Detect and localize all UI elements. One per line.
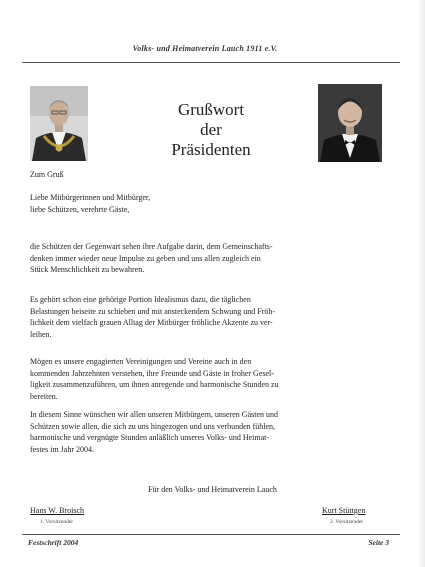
title-line-3: Präsidenten (171, 140, 251, 159)
paragraph (30, 294, 395, 340)
paragraph-line: kommenden Jahrzehnten verstehen, ihre Freunde und Gäste in froher Gesel- (30, 368, 274, 378)
paragraph-line: leihen. (30, 329, 52, 339)
closing-line: Für den Volks- und Heimatverein Lauch (148, 485, 277, 494)
portrait-left-illustration (30, 86, 88, 161)
greeting-line: liebe Schützen, verehrte Gäste, (30, 204, 130, 214)
paragraph-line: bereiten. (30, 391, 58, 401)
page-title (150, 100, 272, 160)
portrait-photo-right (318, 84, 382, 162)
portrait-photo-left (30, 86, 88, 161)
footer-publication: Festschrift 2004 (28, 538, 79, 547)
paragraph-line: lichkeit dem vielfach grauen Alltag der Mitbürger fröhliche Akzente zu ver- (30, 318, 273, 327)
footer-rule (22, 534, 400, 535)
running-head: Volks- und Heimatverein Lauch 1911 e.V. (132, 44, 278, 53)
paragraph-line: die Schützen der Gegenwart sehen ihre Aufgabe darin, dem Gemeinschafts- (30, 242, 273, 251)
paragraph (30, 409, 395, 455)
paragraph-line: harmonische und vergnügte Stunden anläßlich unseres Volks- und Heimat- (30, 433, 270, 442)
signature-role-right: 2. Vorsitzender (330, 519, 364, 525)
greeting (30, 192, 395, 215)
paragraph (30, 356, 395, 402)
signature-name-left: Hans W. Broisch (30, 506, 84, 515)
title-line-2: der (200, 120, 222, 139)
footer-page-number: Seite 3 (368, 538, 389, 547)
paragraph-line: Es gehört schon eine gehörige Portion Idealismus dazu, die täglichen (30, 295, 251, 304)
paragraph-line: Stück Menschlichkeit zu bewahren. (30, 265, 145, 274)
paragraph (30, 241, 395, 276)
paragraph-line: festes im Jahr 2004. (30, 444, 94, 454)
paragraph-line: ligkeit zusammenzuführen, um ihnen anregende und harmonische Stunden zu (30, 380, 279, 389)
signature-role-left: 1. Vorsitzender (40, 519, 74, 525)
title-line-1: Grußwort (177, 100, 245, 119)
paragraph-line: Belastungen beiseite zu schieben und mit ansteckendem Schwung und Fröh- (30, 306, 276, 316)
signature-name-right: Kurt Stüttgen (322, 506, 366, 515)
paragraph-line: Schützen sowie allen, die sich zu uns hingezogen und uns verbunden fühlen, (30, 421, 276, 431)
paragraph-line: denken immer wieder neue Impulse zu geben und uns allen zugleich ein (30, 253, 261, 263)
salutation: Zum Gruß (30, 170, 64, 179)
portrait-right-illustration (318, 84, 382, 162)
header-rule (22, 62, 400, 63)
paragraph-line: Mögen es unsere engagierten Vereinigungen und Vereine auch in den (30, 357, 252, 366)
paragraph-line: In diesem Sinne wünschen wir allen unseren Mitbürgern, unseren Gästen und (30, 410, 279, 419)
page-edge-shadow (417, 0, 425, 567)
greeting-line: Liebe Mitbürgerinnen und Mitbürger, (30, 193, 151, 202)
